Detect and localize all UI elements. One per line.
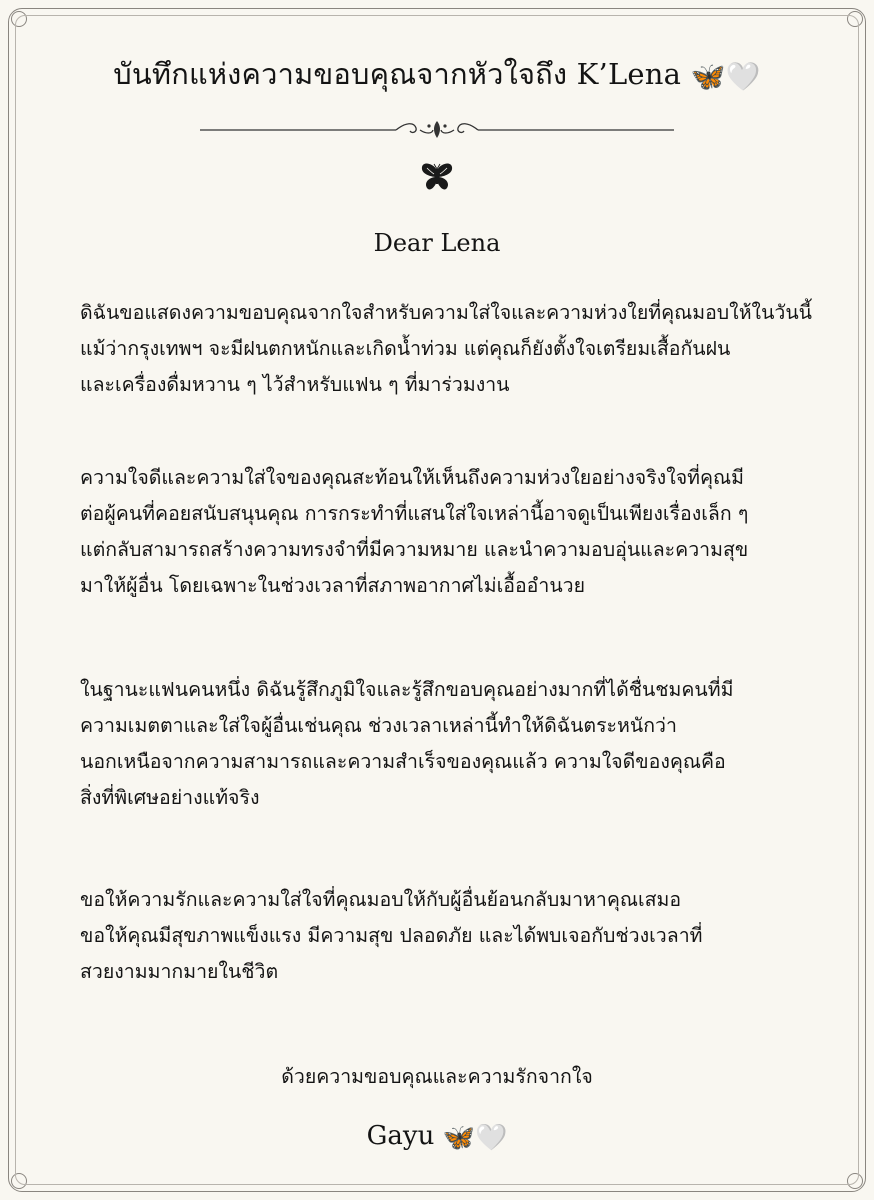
- paragraph-line: สวยงามมากมายในชีวิต: [80, 960, 279, 983]
- signature-name: Gayu: [366, 1121, 435, 1151]
- signature: [0, 1116, 874, 1158]
- paragraph-line: มาให้ผู้อื่น โดยเฉพาะในช่วงเวลาที่สภาพอากาศไม่เอื้ออำนวย: [80, 574, 586, 597]
- paragraph-line: ขอให้คุณมีสุขภาพแข็งแรง มีความสุข ปลอดภัย และได้พบเจอกับช่วงเวลาที่: [80, 924, 703, 947]
- paragraph-line: นอกเหนือจากความสามารถและความสำเร็จของคุณแล้ว ความใจดีของคุณคือ: [80, 750, 726, 773]
- paragraph-line: ต่อผู้คนที่คอยสนับสนุนคุณ การกระทำที่แสนใส่ใจเหล่านี้อาจดูเป็นเพียงเรื่องเล็ก ๆ: [80, 502, 749, 525]
- salutation: Dear Lena: [373, 229, 501, 257]
- butterfly-heart-emoji: 🦋🤍: [442, 1123, 508, 1153]
- paragraph-4: [80, 882, 810, 990]
- paragraph-line: ขอให้ความรักและความใส่ใจที่คุณมอบให้กับผู้อื่นย้อนกลับมาหาคุณเสมอ: [80, 888, 682, 911]
- letter-title-text: บันทึกแห่งความขอบคุณจากหัวใจถึง K’Lena: [113, 57, 682, 91]
- paragraph-1: [80, 295, 813, 403]
- paragraph-2: [80, 460, 810, 604]
- paragraph-line: แต่กลับสามารถสร้างความทรงจำที่มีความหมาย และนำความอบอุ่นและความสุข: [80, 538, 749, 561]
- butterfly-icon: [420, 162, 454, 192]
- paragraph-line: ดิฉันขอแสดงความขอบคุณจากใจสำหรับความใส่ใจและความห่วงใยที่คุณมอบให้ในวันนี้: [80, 301, 813, 324]
- paragraph-line: ในฐานะแฟนคนหนึ่ง ดิฉันรู้สึกภูมิใจและรู้สึกขอบคุณอย่างมากที่ได้ชื่นชมคนที่มี: [80, 678, 734, 701]
- paragraph-line: และเครื่องดื่มหวาน ๆ ไว้สำหรับแฟน ๆ ที่มาร่วมงาน: [80, 373, 510, 396]
- paragraph-line: สิ่งที่พิเศษอย่างแท้จริง: [80, 786, 260, 809]
- closing-line: ด้วยความขอบคุณและความรักจากใจ: [281, 1065, 593, 1088]
- paragraph-3: [80, 672, 810, 816]
- paragraph-line: ความเมตตาและใส่ใจผู้อื่นเช่นคุณ ช่วงเวลาเหล่านี้ทำให้ดิฉันตระหนักว่า: [80, 714, 677, 737]
- paragraph-line: ความใจดีและความใส่ใจของคุณสะท้อนให้เห็นถึงความห่วงใยอย่างจริงใจที่คุณมี: [80, 466, 744, 489]
- paragraph-line: แม้ว่ากรุงเทพฯ จะมีฝนตกหนักและเกิดน้ำท่วม แต่คุณก็ยังตั้งใจเตรียมเสื้อกันฝน: [80, 337, 731, 360]
- ornamental-divider-icon: [200, 120, 674, 140]
- butterfly-heart-emoji: 🦋🤍: [690, 60, 761, 93]
- letter-title: [0, 52, 874, 99]
